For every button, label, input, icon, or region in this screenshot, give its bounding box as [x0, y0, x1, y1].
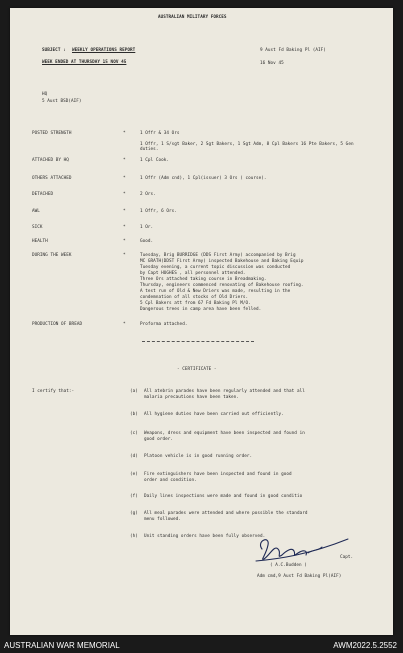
subject-value: WEEKLY OPERATIONS REPORT [72, 48, 136, 53]
section-text-others-attached: 1 Offr (Adm cnd), 1 Cpl(issuer) 3 Ors ( course). [140, 176, 267, 181]
cert-item-id: (b) [130, 412, 138, 417]
bullet: * [123, 176, 126, 181]
signatory-role: Adm cmd,9 Aust Fd Baking Pl(AIF) [257, 574, 342, 579]
bullet: * [123, 131, 126, 136]
section-text-production-of-bread: Proforma attached. [140, 322, 188, 327]
addressee-line-2: 5 Aust BSD(AIF) [42, 99, 82, 104]
during-week-line: condemnation of all stocks of Old Driers. [140, 295, 249, 300]
classification-header: AUSTRALIAN MILITARY FORCES [158, 15, 227, 20]
during-week-line: A test run of Old & New Driers was made, resulting in the [140, 289, 291, 294]
cert-item-id: (c) [130, 431, 138, 436]
certificate-title: - CERTIFICATE - [177, 367, 217, 372]
cert-item-line: Weapons, dress and equipment have been inspected and found in [144, 431, 305, 436]
cert-item-line: malaria precautions have been taken. [144, 395, 239, 400]
cert-item-id: (h) [130, 534, 138, 539]
section-label-sick: SICK [32, 225, 43, 230]
section-text-strength-breakdown: 1 Offr, 1 S/sgt Baker, 2 Sgt Bakers, 1 Sgt Adm, 8 Cpl Bakers 16 Pte Bakers, 5 Gen duties. [140, 142, 354, 153]
section-label-detached: DETACHED [32, 192, 54, 197]
cert-item-line: Daily lines inspections were made and found in good conditio [144, 494, 303, 499]
bullet: * [123, 253, 126, 258]
footer-institution: AUSTRALIAN WAR MEMORIAL [4, 641, 120, 650]
during-week-line: Dangerous trees in camp area have been felled. [140, 307, 262, 312]
during-week-line: Tuesday, Brig BURRIDGE (DDS First Army) accompanied by Brig [140, 253, 296, 258]
during-week-line: Three Ors attached taking course in Breadmaking. [140, 277, 267, 282]
cert-item-line: All hygiene duties have been carried out efficiently. [144, 412, 284, 417]
bullet: * [123, 158, 126, 163]
signature-rank: Capt. [340, 555, 354, 560]
section-label-others-attached: OTHERS ATTACHED [32, 176, 72, 181]
section-label-attached-by-hq: ATTACHED BY HQ [32, 158, 69, 163]
bullet: * [123, 225, 126, 230]
section-text-attached-by-hq: 1 Cpl Cook. [140, 158, 170, 163]
section-text-health: Good. [140, 239, 154, 244]
section-text-awl: 1 Offr, 6 Ors. [140, 209, 177, 214]
cert-item-line: menu followed. [144, 517, 181, 522]
footer-accession-number: AWM2022.5.2552 [333, 641, 397, 650]
document-page [10, 8, 393, 635]
section-label-production-of-bread: PRODUCTION OF BREAD [32, 322, 83, 327]
bullet: * [123, 322, 126, 327]
during-week-line: Tuesday evening, a current topic discussion was conducted [140, 265, 291, 270]
bullet: * [123, 239, 126, 244]
bullet: * [123, 192, 126, 197]
section-label-posted-strength: POSTED STRENGTH [32, 131, 72, 136]
cert-item-id: (e) [130, 472, 138, 477]
cert-item-line: order and condition. [144, 478, 197, 483]
during-week-line: Thursday, engineers commenced renovating of Bakehouse roofing. [140, 283, 304, 288]
report-date: 16 Nov 45 [260, 61, 284, 66]
during-week-line: MC GRATH(DDST First Army) inspected Bakehouse and Baking Equip [140, 259, 304, 264]
cert-item-line: Platoon vehicle is in good running order. [144, 454, 253, 459]
cert-item-line: Fire extinguishers have been inspected and found in good [144, 472, 292, 477]
cert-item-id: (a) [130, 389, 138, 394]
cert-item-line: All atebrin parades have been regularly attended and that all [144, 389, 305, 394]
cert-item-id: (d) [130, 454, 138, 459]
addressee-line-1: HQ [42, 92, 48, 97]
section-label-awl: AWL [32, 209, 40, 214]
divider [142, 341, 254, 342]
section-text-posted-strength: 1 Offr & 34 Ors [140, 131, 180, 136]
signatory-name: ( A.C.Budden ) [270, 563, 307, 568]
certify-label: I certify that:- [32, 389, 75, 394]
section-label-during-the-week: DURING THE WEEK [32, 253, 72, 258]
during-week-line: by Capt HUGHES , all personnel attended. [140, 271, 246, 276]
section-text-detached: 2 Ors. [140, 192, 156, 197]
bullet: * [123, 209, 126, 214]
archive-footer [0, 637, 403, 653]
subject-label: SUBJECT : [42, 48, 66, 53]
during-week-line: 5 Cpl Bakers att from 67 Fd Baking Pl M/O. [140, 301, 251, 306]
section-label-health: HEALTH [32, 239, 48, 244]
cert-item-line: All meal parades were attended and where possible the standard [144, 511, 308, 516]
cert-item-id: (g) [130, 511, 138, 516]
cert-item-line: good order. [144, 437, 174, 442]
cert-item-id: (f) [130, 494, 138, 499]
cert-item-line: Unit standing orders have been fully observed. [144, 534, 266, 539]
section-text-sick: 1 Or. [140, 225, 154, 230]
week-ended: WEEK ENDED AT THURSDAY 15 NOV 45 [42, 60, 127, 65]
unit-header: 9 Aust Fd Baking Pl (AIF) [260, 48, 326, 53]
